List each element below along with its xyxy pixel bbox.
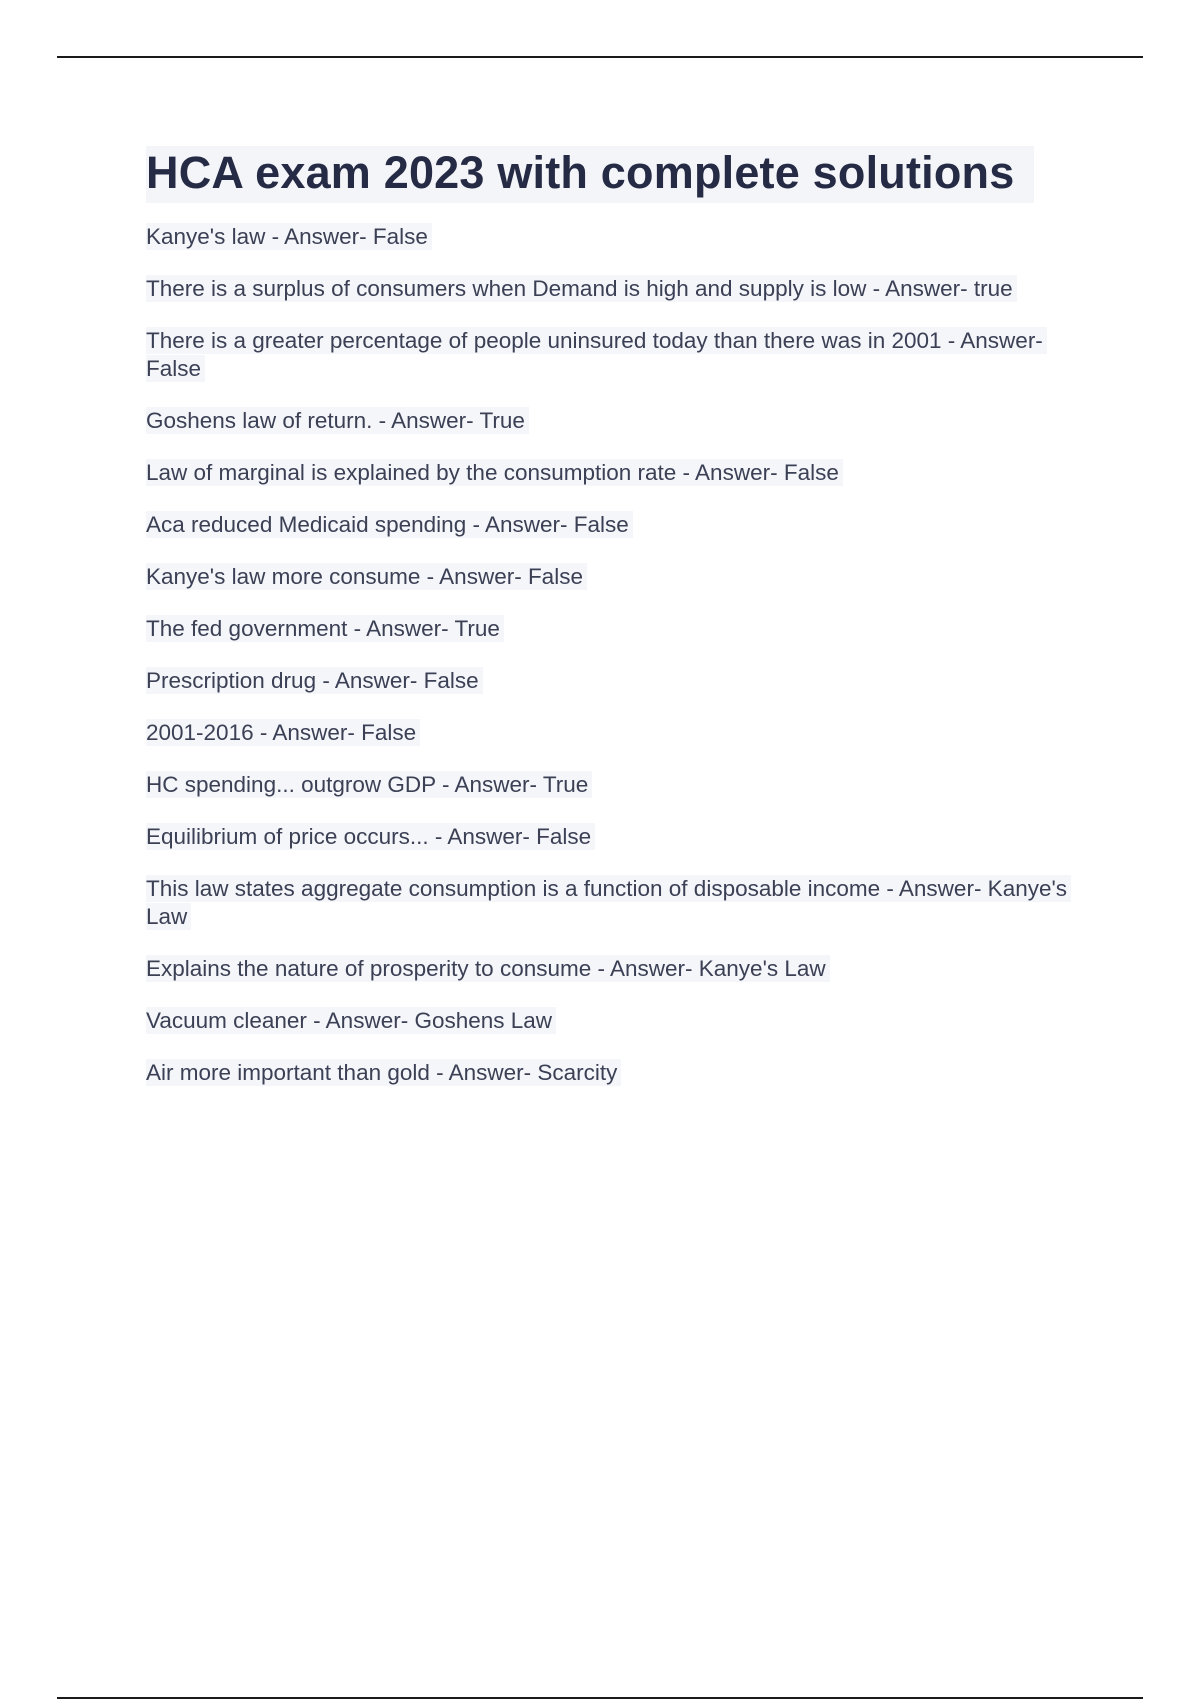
top-divider — [57, 56, 1143, 58]
qa-text: Law of marginal is explained by the consumption rate - Answer- False — [146, 459, 843, 486]
qa-item — [146, 1059, 1086, 1087]
qa-item — [146, 563, 1086, 591]
bottom-divider — [57, 1697, 1143, 1699]
qa-text: Explains the nature of prosperity to consume - Answer- Kanye's Law — [146, 955, 830, 982]
qa-text: Kanye's law more consume - Answer- False — [146, 563, 587, 590]
qa-text: This law states aggregate consumption is a function of disposable income - Answer- Kanye's Law — [146, 875, 1071, 930]
qa-text: 2001-2016 - Answer- False — [146, 719, 420, 746]
qa-text: Aca reduced Medicaid spending - Answer- False — [146, 511, 633, 538]
qa-text: Air more important than gold - Answer- Scarcity — [146, 1059, 621, 1086]
qa-item — [146, 771, 1086, 799]
qa-item — [146, 407, 1086, 435]
qa-item — [146, 667, 1086, 695]
qa-text: The fed government - Answer- True — [146, 615, 504, 642]
qa-item — [146, 327, 1086, 383]
qa-item — [146, 1007, 1086, 1035]
qa-item — [146, 955, 1086, 983]
qa-list — [146, 223, 1086, 1087]
qa-item — [146, 223, 1086, 251]
qa-item — [146, 875, 1086, 931]
qa-text: Vacuum cleaner - Answer- Goshens Law — [146, 1007, 556, 1034]
qa-item — [146, 275, 1086, 303]
qa-item — [146, 823, 1086, 851]
qa-item — [146, 459, 1086, 487]
document-body — [146, 146, 1086, 1111]
qa-text: Prescription drug - Answer- False — [146, 667, 483, 694]
qa-text: Goshens law of return. - Answer- True — [146, 407, 529, 434]
qa-text: HC spending... outgrow GDP - Answer- True — [146, 771, 592, 798]
qa-item — [146, 615, 1086, 643]
title-block — [146, 146, 1034, 203]
qa-text: There is a surplus of consumers when Demand is high and supply is low - Answer- true — [146, 275, 1017, 302]
qa-text: Equilibrium of price occurs... - Answer- False — [146, 823, 595, 850]
qa-item — [146, 719, 1086, 747]
qa-item — [146, 511, 1086, 539]
document-title: HCA exam 2023 with complete solutions — [146, 147, 1015, 198]
qa-text: Kanye's law - Answer- False — [146, 223, 432, 250]
qa-text: There is a greater percentage of people uninsured today than there was in 2001 - Answer- False — [146, 327, 1047, 382]
